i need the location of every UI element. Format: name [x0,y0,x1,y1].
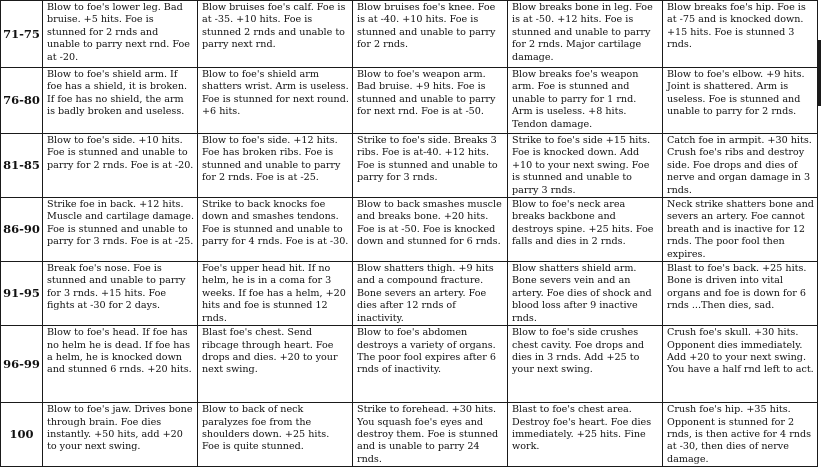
page-edge-mark [818,40,821,106]
result-cell: Crush foe's hip. +35 hits. Opponent is stunned for 2 rnds, is then active for 4 rnds at -30, then dies of nerve damage. [663,403,818,467]
result-cell: Blow to foe's shield arm shatters wrist. Arm is useless. Foe is stunned for next round. +6 hits. [198,68,353,134]
table-row [1,134,818,198]
result-cell: Neck strike shatters bone and severs an artery. Foe cannot breath and is inactive for 12 rnds. The poor fool then expires. [663,198,818,262]
result-cell: Blow to foe's abdomen destroys a variety of organs. The poor fool expires after 6 rnds of inactivity. [353,326,508,403]
result-cell: Blow breaks foe's weapon arm. Foe is stunned and unable to parry for 1 rnd. Arm is useless. +8 hits. Tendon damage. [508,68,663,134]
result-cell: Blow to foe's side. +12 hits. Foe has broken ribs. Foe is stunned and unable to parry for 2 rnds. Foe is at -25. [198,134,353,198]
result-cell: Blow to back of neck paralyzes foe from the shoulders down. +25 hits. Foe is quite stunned. [198,403,353,467]
result-cell: Blow breaks foe's hip. Foe is at -75 and is knocked down. +15 hits. Foe is stunned 3 rnds. [663,1,818,68]
result-cell: Blow to foe's neck area breaks backbone and destroys spine. +25 hits. Foe falls and dies in 2 rnds. [508,198,663,262]
roll-range: 96-99 [1,326,43,403]
result-cell: Blow to foe's side crushes chest cavity. Foe drops and dies in 3 rnds. Add +25 to your next swing. [508,326,663,403]
table-row [1,198,818,262]
result-cell: Strike to back knocks foe down and smashes tendons. Foe is stunned and unable to parry for 4 rnds. Foe is at -30. [198,198,353,262]
result-cell: Strike to foe's side. Breaks 3 ribs. Foe is at-40. +12 hits. Foe is stunned and unable to parry for 3 rnds. [353,134,508,198]
result-cell: Blow to foe's head. If foe has no helm he is dead. If foe has a helm, he is knocked down and stunned 6 rnds. +20 hits. [43,326,198,403]
table-row [1,68,818,134]
result-cell: Blow shatters thigh. +9 hits and a compound fracture. Bone severs an artery. Foe dies after 12 rnds of inactivity. [353,262,508,326]
roll-range: 81-85 [1,134,43,198]
result-cell: Blow to foe's jaw. Drives bone through brain. Foe dies instantly. +50 hits, add +20 to your next swing. [43,403,198,467]
result-cell: Blast to foe's chest area. Destroy foe's heart. Foe dies immediately. +25 hits. Fine work. [508,403,663,467]
result-cell: Strike to forehead. +30 hits. You squash foe's eyes and destroy them. Foe is stunned and is unable to parry 24 rnds. [353,403,508,467]
roll-range: 91-95 [1,262,43,326]
result-cell: Blow to foe's elbow. +9 hits. Joint is shattered. Arm is useless. Foe is stunned and unable to parry for 2 rnds. [663,68,818,134]
roll-range: 100 [1,403,43,467]
result-cell: Blow breaks bone in leg. Foe is at -50. +12 hits. Foe is stunned and unable to parry for 2 rnds. Major cartilage damage. [508,1,663,68]
result-cell: Crush foe's skull. +30 hits. Opponent dies immediately. Add +20 to your next swing. You have a half rnd left to act. [663,326,818,403]
result-cell: Blow to foe's weapon arm. Bad bruise. +9 hits. Foe is stunned and unable to parry for next rnd. Foe is at -50. [353,68,508,134]
result-cell: Strike to foe's side +15 hits. Foe is knocked down. Add +10 to your next swing. Foe is stunned and unable to parry 3 rnds. [508,134,663,198]
roll-range: 86-90 [1,198,43,262]
table-row [1,403,818,467]
result-cell: Blow to foe's shield arm. If foe has a shield, it is broken. If foe has no shield, the arm is badly broken and useless. [43,68,198,134]
result-cell: Catch foe in armpit. +30 hits. Crush foe's ribs and destroy side. Foe drops and dies of nerve and organ damage in 3 rnds. [663,134,818,198]
roll-range: 76-80 [1,68,43,134]
result-cell: Blow to back smashes muscle and breaks bone. +20 hits. Foe is at -50. Foe is knocked down and stunned for 6 rnds. [353,198,508,262]
table-row [1,326,818,403]
table-row [1,262,818,326]
roll-range: 71-75 [1,1,43,68]
result-cell: Break foe's nose. Foe is stunned and unable to parry for 3 rnds. +15 hits. Foe fights at -30 for 2 days. [43,262,198,326]
result-cell: Blow to foe's lower leg. Bad bruise. +5 hits. Foe is stunned for 2 rnds and unable to parry next rnd. Foe at -20. [43,1,198,68]
table-row [1,1,818,68]
result-cell: Blow to foe's side. +10 hits. Foe is stunned and unable to parry for 2 rnds. Foe is at -20. [43,134,198,198]
result-cell: Strike foe in back. +12 hits. Muscle and cartilage damage. Foe is stunned and unable to parry for 3 rnds. Foe is at -25. [43,198,198,262]
result-cell: Blow bruises foe's knee. Foe is at -40. +10 hits. Foe is stunned and unable to parry for 2 rnds. [353,1,508,68]
result-cell: Blast foe's chest. Send ribcage through heart. Foe drops and dies. +20 to your next swing. [198,326,353,403]
result-cell: Blow bruises foe's calf. Foe is at -35. +10 hits. Foe is stunned 2 rnds and unable to parry next rnd. [198,1,353,68]
result-cell: Foe's upper head hit. If no helm, he is in a coma for 3 weeks. If foe has a helm, +20 hits and foe is stunned 12 rnds. [198,262,353,326]
result-cell: Blow shatters shield arm. Bone severs vein and an artery. Foe dies of shock and blood loss after 9 inactive rnds. [508,262,663,326]
result-cell: Blast to foe's back. +25 hits. Bone is driven into vital organs and foe is down for 6 rnds ...Then dies, sad. [663,262,818,326]
